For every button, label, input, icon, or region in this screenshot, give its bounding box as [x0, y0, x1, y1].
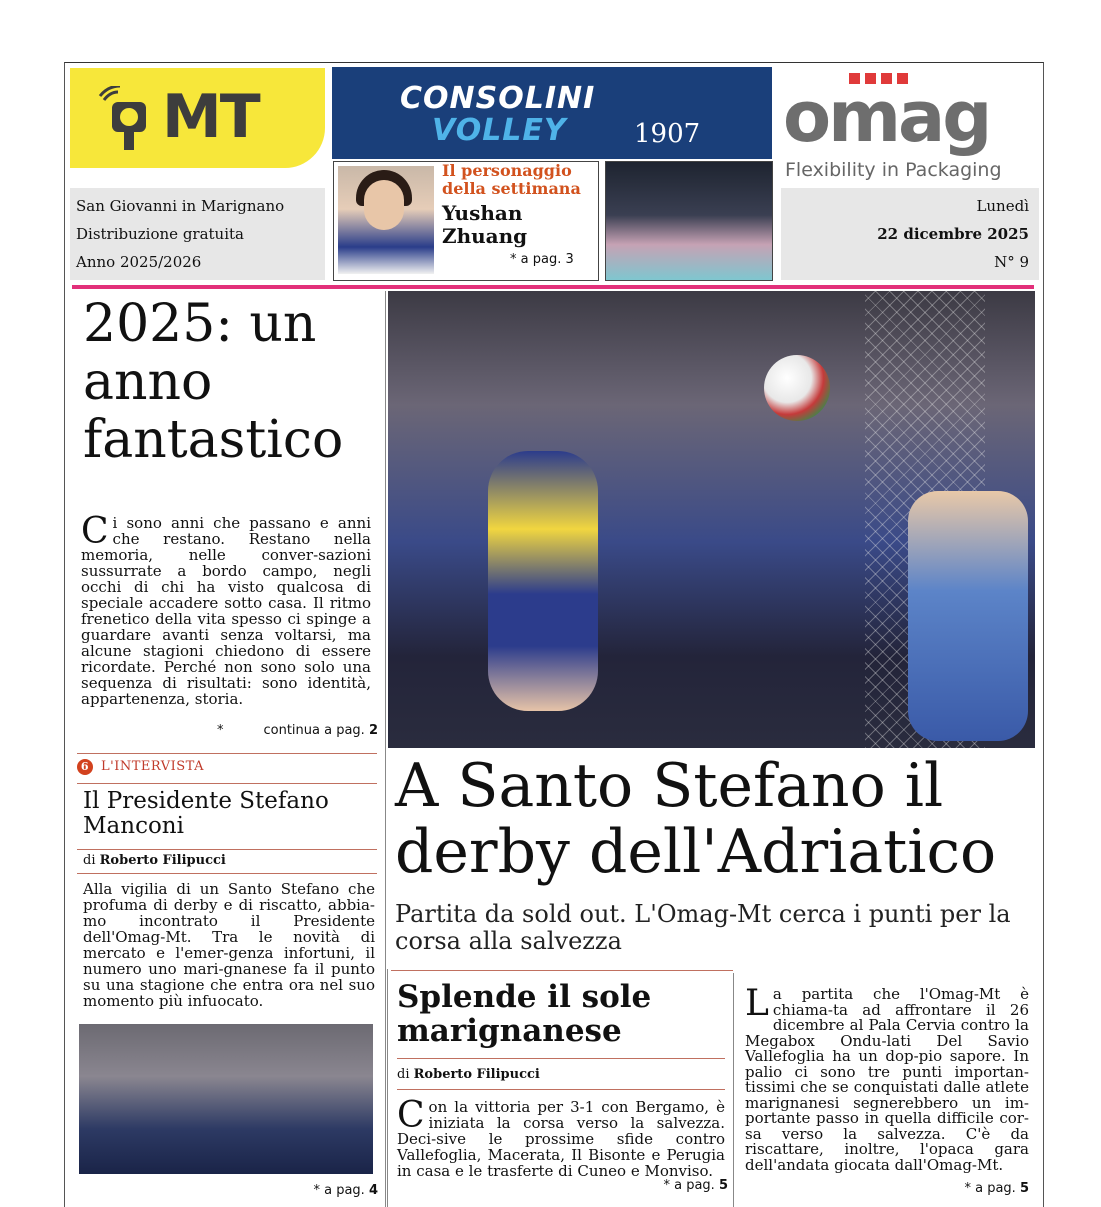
mid-article-page-ref[interactable] — [565, 1178, 728, 1193]
mid-article-text: on la vittoria per 3-1 con Bergamo, è iniziata la corsa verso la salvezza. Deci-sive le prossime sfide contro Vallefoglia, Macerata, Il Bisonte e Perugia in casa e le trasferte di Cuneo e Monviso. — [397, 1098, 725, 1180]
mid-article-body — [397, 1095, 725, 1180]
issue-weekday: Lunedì — [976, 197, 1029, 215]
irrigation-device-icon — [98, 86, 154, 154]
personaggio-name: Yushan Zhuang — [442, 201, 528, 248]
interview-rule-mid — [77, 783, 377, 784]
mid-article-rule-top — [391, 970, 733, 971]
mid-article-headline[interactable]: Splende il sole marignanese — [397, 979, 652, 1049]
continue-page: 2 — [368, 723, 378, 738]
masthead-info-left — [70, 188, 325, 280]
mid-dropcap: C — [397, 1095, 425, 1136]
consolini-volley-logo — [332, 67, 772, 159]
ref-text: * a pag. — [663, 1178, 715, 1193]
lead-body — [81, 511, 371, 708]
byline-prefix: di — [83, 853, 96, 868]
interview-page-ref[interactable] — [215, 1183, 378, 1198]
ref-page: 4 — [368, 1183, 378, 1198]
location-line: San Giovanni in Marignano — [76, 197, 285, 215]
consolini-logo-year: 1907 — [634, 119, 701, 149]
volleyball-icon — [764, 355, 830, 421]
interview-byline — [83, 853, 373, 868]
lead-dropcap: C — [81, 511, 109, 552]
issue-date: 22 dicembre 2025 — [877, 225, 1029, 243]
consolini-logo-line2: VOLLEY — [432, 113, 567, 148]
column-divider — [733, 973, 734, 1207]
mt-logo-text: MT — [162, 82, 259, 152]
interview-headline[interactable]: Il Presidente Stefano Manconi — [83, 788, 329, 839]
season-line: Anno 2025/2026 — [76, 253, 202, 271]
omag-logo-text: omag — [783, 76, 990, 158]
lead-continue-link[interactable] — [215, 723, 378, 738]
distribution-line: Distribuzione gratuita — [76, 225, 244, 243]
mt-logo — [70, 68, 325, 168]
masthead-info-right — [781, 188, 1039, 280]
masthead-divider — [72, 285, 1034, 289]
issue-number: N° 9 — [994, 253, 1029, 271]
mid-article-rule-bottom — [397, 1089, 725, 1090]
column-divider — [387, 969, 388, 1207]
interview-rule-byline — [77, 849, 377, 850]
interview-kicker — [77, 759, 377, 775]
ref-page: 5 — [1019, 1181, 1029, 1196]
mid-article-author: Roberto Filipucci — [413, 1067, 540, 1082]
personaggio-box[interactable] — [333, 161, 599, 281]
ref-text: * a pag. — [964, 1181, 1016, 1196]
player-portrait-image — [338, 166, 434, 274]
main-subheadline: Partita da sold out. L'Omag-Mt cerca i punti per la corsa alla salvezza — [395, 900, 1011, 955]
right-dropcap: L — [745, 983, 769, 1024]
interview-kicker-text: L'INTERVISTA — [101, 759, 204, 774]
main-headline[interactable]: A Santo Stefano il derby dell'Adriatico — [395, 751, 997, 887]
lead-headline[interactable]: 2025: un anno fantastico — [83, 294, 344, 470]
lead-text: i sono anni che passano e anni che restano. Restano nella memoria, nelle conver-sazioni sussurrate a bordo campo, negli occhi di chi ha visto qualcosa di speciale accadere sotto casa. Il ritmo frenetico della vita spesso ci spinge a guardare avanti senza voltarsi, ma alcune stagioni chiedono di essere ricordate. Perché non sono solo una sequenza di risultati: sono identità, appartenenza, storia. — [81, 514, 371, 708]
interview-author: Roberto Filipucci — [99, 853, 226, 868]
interview-rule-top — [77, 753, 377, 754]
blocking-players — [908, 491, 1028, 741]
interview-rule-bottom — [77, 873, 377, 874]
mid-article-byline — [397, 1067, 727, 1082]
hero-match-photo — [388, 291, 1035, 748]
mid-article-rule-byline — [397, 1058, 725, 1059]
byline-prefix: di — [397, 1067, 410, 1082]
column-divider — [385, 291, 386, 1207]
right-article-body — [745, 983, 1029, 1174]
interview-body: Alla vigilia di un Santo Stefano che profuma di derby e di riscatto, abbia-mo incontrato il Presidente dell'Omag-Mt. Tra le novità di mercato e l'emer-genza infortuni, il numero uno mari-gnanese fa il punto su una stagione che entra ora nel suo momento più infuocato. — [83, 880, 375, 1010]
player-dig-photo — [605, 161, 773, 281]
right-article-page-ref[interactable] — [865, 1181, 1029, 1196]
consolini-logo-line1: CONSOLINI — [400, 81, 596, 116]
attacking-player — [488, 451, 598, 711]
interview-photo — [79, 1024, 373, 1174]
interview-badge-icon: 6 — [77, 759, 93, 775]
right-article-text: a partita che l'Omag-Mt è chiama-ta ad affrontare il 26 dicembre al Pala Cervia contro la Megabox Ondu-lati Del Savio Vallefoglia ha un dop-pio sapore. In palio ci sono tre punti importan-tissimi che se conquistati dalle atlete marignanesi segnerebbero un im-portante passo in quella difficile cor-sa verso la salvezza. C'è da riscattare, inoltre, l'opaca gara dell'andata giocata dall'Omag-Mt. — [745, 985, 1029, 1174]
omag-tagline: Flexibility in Packaging — [785, 159, 1002, 181]
personaggio-kicker: Il personaggio della settimana — [442, 161, 581, 198]
continue-asterisk: * — [216, 723, 224, 738]
newspaper-page — [64, 62, 1044, 1207]
ref-page: 5 — [718, 1178, 728, 1193]
omag-logo — [779, 69, 1041, 183]
ref-text: * a pag. — [313, 1183, 365, 1198]
personaggio-page-ref: * a pag. 3 — [510, 252, 574, 267]
continue-text: continua a pag. — [263, 723, 365, 738]
